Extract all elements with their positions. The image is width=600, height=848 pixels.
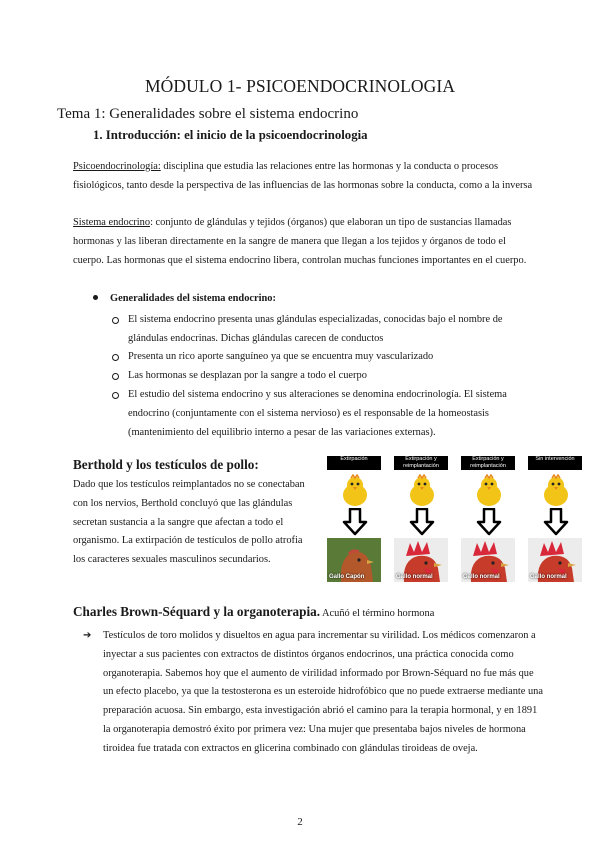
bullet-title-text: Generalidades del sistema endocrino: [110, 293, 276, 304]
circle-bullet-icon [112, 317, 119, 324]
down-arrow-icon [342, 508, 368, 536]
heading-brown-rest: Acuñó el término hormona [320, 608, 435, 619]
rooster-photo-normal [394, 538, 448, 582]
figure-label-1: Extirpación [327, 456, 381, 470]
rooster-photo-normal [528, 538, 582, 582]
list-item-organoterapia [83, 627, 543, 759]
rooster-photo-capon [327, 538, 381, 582]
photo-caption: Gallo normal [530, 574, 567, 580]
figure-label-2: Extirpación y reimplantación [394, 456, 448, 470]
heading-brown-bold: Charles Brown-Séquard y la organoterapia. [73, 604, 321, 619]
heading-berthold: Berthold y los testículos de pollo: [73, 457, 259, 472]
circle-bullet-icon [112, 373, 119, 380]
down-arrow-icon [409, 508, 435, 536]
circle-bullet-icon [112, 354, 119, 361]
list-item-text: El estudio del sistema endocrino y sus alteraciones se denomina endocrinología. El sistema endocrino (conjuntamente con el sistema nervioso) es el responsable de la homeostasis (mantenimiento del equilibrio interno a pesar de las variaciones externas). [128, 389, 507, 438]
chick-icon [471, 474, 507, 508]
down-arrow-icon [543, 508, 569, 536]
photo-caption: Gallo normal [396, 574, 433, 580]
rooster-photo-normal [461, 538, 515, 582]
figure-label-3: Extirpación y reimplantación [461, 456, 515, 470]
photo-caption: Gallo Capón [329, 574, 365, 580]
list-item [128, 311, 528, 349]
list-item-text: Presenta un rico aporte sanguíneo ya que se encuentra muy vascularizado [128, 351, 434, 362]
chick-icon [404, 474, 440, 508]
berthold-paragraph: Dado que los testículos reimplantados no se conectaban con los nervios, Berthold concluyó que las glándulas secretan sustancia a la sangre que afectan a todo el organismo. La extirpación de testículos de pollo atrofia los caracteres sexuales masculinos secundarios. [73, 479, 305, 566]
definition-text: disciplina que estudia las relaciones entre las hormonas y la conducta o procesos fisiológicos, tanto desde la perspectiva de las influencias de las hormonas sobre la conducta, como a la inversa [73, 161, 533, 191]
arrow-bullet-icon: ➔ [83, 630, 92, 641]
page-title: MÓDULO 1- PSICOENDOCRINOLOGIA [144, 76, 456, 96]
list-item-text: El sistema endocrino presenta unas glándulas especializadas, conocidas bajo el nombre de glándulas endocrinas. Dichas glándulas carecen de conductos [128, 314, 503, 344]
figure-label-4: Sin intervención [528, 456, 582, 470]
heading-brown-sequard [73, 604, 434, 620]
bullet-dot-icon [93, 295, 98, 300]
list-item [128, 386, 528, 442]
organoterapia-paragraph: Testículos de toro molidos y disueltos en agua para incrementar su virilidad. Los médicos comenzaron a inyectar a sus pacientes con extractos de distintos órganos endocrinos, una práctica conocida como organoterapia. Sabemos hoy que el aumento de virilidad informado por Brown-Séquard no fue más que un efecto placebo, ya que la testosterona es un esteroide hidrofóbico que no puede extraerse mediante una preparación acuosa. Sin embargo, esta investigación abrió el camino para la terapia hormonal, y en 1891 la organoterapia demostró éxito por primera vez: Una mujer que presentaba bajos niveles de hormona tiroidea fue tratada con extractos en glicerina combinado con glándulas tiroideas de oveja. [103, 630, 543, 754]
list-item-text: Las hormonas se desplazan por la sangre a todo el cuerpo [128, 370, 367, 381]
photo-caption: Gallo normal [463, 574, 500, 580]
down-arrow-icon [476, 508, 502, 536]
chick-icon [337, 474, 373, 508]
tema-heading: Tema 1: Generalidades sobre el sistema endocrino [57, 106, 359, 122]
list-item [128, 367, 528, 386]
chick-icon [538, 474, 574, 508]
page-number: 2 [297, 816, 303, 828]
definition-sistema-endocrino [73, 214, 535, 270]
list-item [128, 348, 528, 367]
definition-text: : conjunto de glándulas y tejidos (órganos) que elaboran un tipo de sustancias llamadas hormonas y las liberan directamente en la sangre de manera que llegan a los tejidos y órganos de todo el cuerpo. Las hormonas que el sistema endocrino libera, controlan muchas funciones importantes en el cuerpo. [73, 217, 527, 266]
section-heading-introduccion: 1. Introducción: el inicio de la psicoendocrinologia [93, 128, 368, 142]
definition-psicoendocrinologia [73, 158, 535, 196]
term-sistema-endocrino: Sistema endocrino [73, 217, 151, 228]
term-psicoendocrinologia: Psicoendocrinología: [73, 161, 161, 172]
rooster-experiment-figure [322, 456, 592, 596]
circle-bullet-icon [112, 392, 119, 399]
bullet-generalidades [93, 293, 276, 304]
